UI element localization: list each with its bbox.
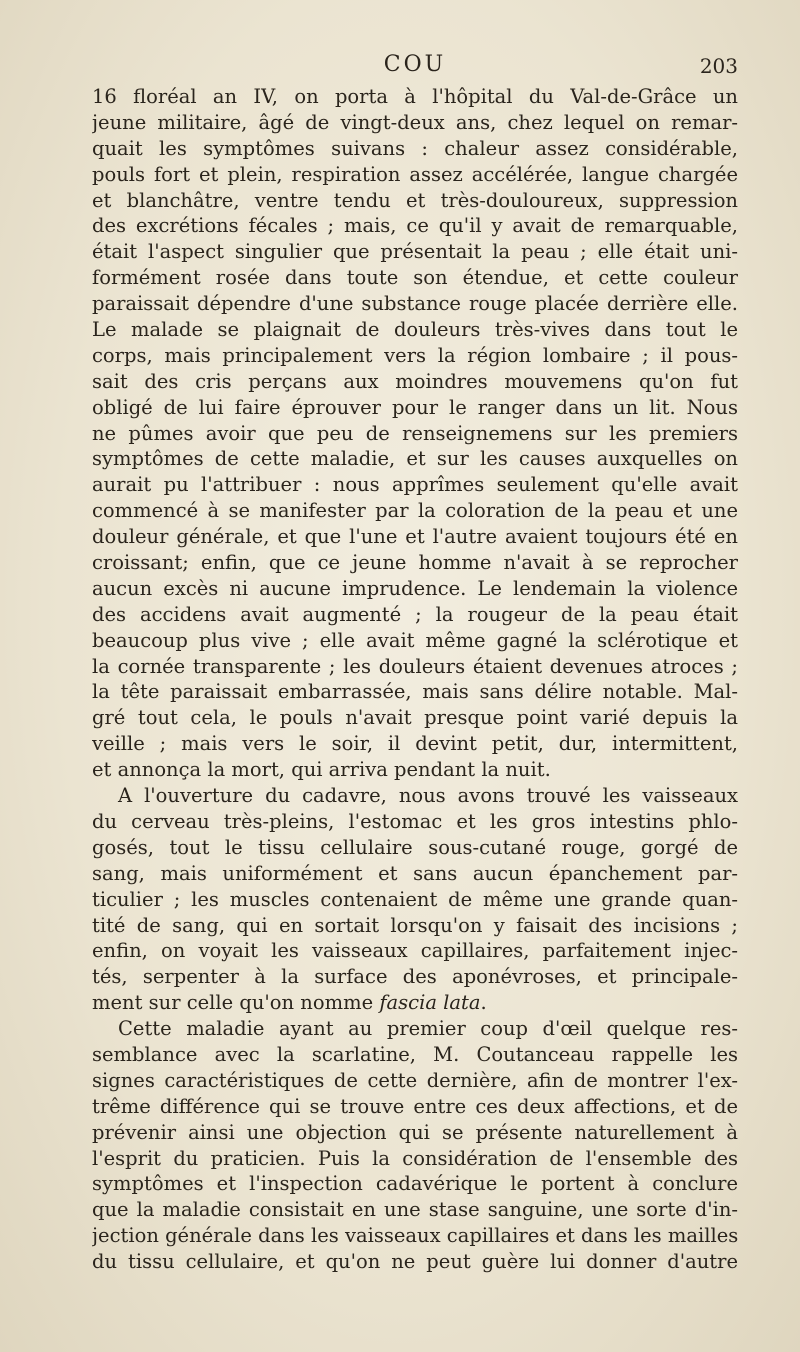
- running-title: COU: [383, 52, 447, 77]
- italic-term: fascia lata: [379, 991, 481, 1015]
- text-line: A l'ouverture du cadavre, nous avons trouvé les vaisseaux: [118, 784, 738, 808]
- text-line: formément rosée dans toute son étendue, et cette couleur: [92, 266, 738, 290]
- text-line: la tête paraissait embarrassée, mais sans délire notable. Mal-: [92, 680, 738, 704]
- text-line: douleur générale, et que l'une et l'autre avaient toujours été en: [92, 525, 738, 549]
- text-line: quait les symptômes suivans : chaleur assez considérable,: [92, 136, 738, 160]
- text-line: des excrétions fécales ; mais, ce qu'il y avait de remarquable,: [92, 214, 738, 238]
- text-line: aucun excès ni aucune imprudence. Le lendemain la violence: [92, 576, 738, 600]
- text-line: semblance avec la scarlatine, M. Coutanceau rappelle les: [92, 1042, 738, 1066]
- text-line: paraissait dépendre d'une substance rouge placée derrière elle.: [92, 292, 738, 316]
- text-line: symptômes de cette maladie, et sur les causes auxquelles on: [92, 447, 738, 471]
- text-line: veille ; mais vers le soir, il devint petit, dur, intermittent,: [92, 732, 738, 756]
- text-line: jeune militaire, âgé de vingt-deux ans, chez lequel on remar-: [92, 110, 738, 134]
- body-text: [92, 84, 738, 1275]
- text-line: enfin, on voyait les vaisseaux capillaires, parfaitement injec-: [92, 939, 738, 963]
- page-number: 203: [699, 54, 738, 78]
- text-fragment: .: [480, 991, 487, 1015]
- text-line: corps, mais principalement vers la région lombaire ; il pous-: [92, 343, 738, 367]
- text-line: Cette maladie ayant au premier coup d'œil quelque res-: [118, 1017, 738, 1041]
- text-line: beaucoup plus vive ; elle avait même gagné la sclérotique et: [92, 628, 738, 652]
- text-line: sang, mais uniformément et sans aucun épanchement par-: [92, 861, 738, 885]
- text-line: tité de sang, qui en sortait lorsqu'on y faisait des incisions ;: [92, 913, 738, 937]
- text-line: sait des cris perçans aux moindres mouvemens qu'on fut: [92, 369, 738, 393]
- text-line: commencé à se manifester par la coloration de la peau et une: [92, 499, 738, 523]
- text-line: était l'aspect singulier que présentait la peau ; elle était uni-: [92, 240, 738, 264]
- text-line: croissant; enfin, que ce jeune homme n'avait à se reprocher: [92, 551, 738, 575]
- text-line: du cerveau très-pleins, l'estomac et les gros intestins phlo-: [92, 809, 738, 833]
- text-line: que la maladie consistait en une stase sanguine, une sorte d'in-: [92, 1198, 738, 1222]
- text-line: Le malade se plaignait de douleurs très-vives dans tout le: [92, 318, 738, 342]
- text-line: des accidens avait augmenté ; la rougeur de la peau était: [92, 602, 738, 626]
- text-line: tés, serpenter à la surface des aponévroses, et principale-: [92, 965, 738, 989]
- text-line: aurait pu l'attribuer : nous apprîmes seulement qu'elle avait: [92, 473, 738, 497]
- page-header: [92, 52, 738, 86]
- text-line: ne pûmes avoir que peu de renseignemens sur les premiers: [92, 421, 738, 445]
- text-line: gré tout cela, le pouls n'avait presque point varié depuis la: [92, 706, 738, 730]
- text-line: la cornée transparente ; les douleurs étaient devenues atroces ;: [92, 654, 738, 678]
- text-line: ticulier ; les muscles contenaient de même une grande quan-: [92, 887, 738, 911]
- text-line: signes caractéristiques de cette dernière, afin de montrer l'ex-: [92, 1068, 738, 1092]
- text-line: 16 floréal an IV, on porta à l'hôpital du Val-de-Grâce un: [92, 85, 738, 108]
- text-line-with-italic: [92, 990, 738, 1016]
- text-line: et annonça la mort, qui arriva pendant la nuit.: [92, 758, 551, 782]
- text-line: et blanchâtre, ventre tendu et très-douloureux, suppression: [92, 188, 738, 212]
- text-line: prévenir ainsi une objection qui se présente naturellement à: [92, 1120, 738, 1144]
- text-fragment: ment sur celle qu'on nomme: [92, 991, 380, 1015]
- text-line: obligé de lui faire éprouver pour le ranger dans un lit. Nous: [92, 395, 738, 419]
- text-line: symptômes et l'inspection cadavérique le portent à conclure: [92, 1172, 738, 1196]
- text-line: gosés, tout le tissu cellulaire sous-cutané rouge, gorgé de: [92, 835, 738, 859]
- text-line: trême différence qui se trouve entre ces deux affections, et de: [92, 1094, 738, 1118]
- text-line: du tissu cellulaire, et qu'on ne peut guère lui donner d'autre: [92, 1250, 738, 1274]
- text-line: pouls fort et plein, respiration assez accélérée, langue chargée: [92, 162, 738, 186]
- text-line: jection générale dans les vaisseaux capillaires et dans les mailles: [92, 1224, 738, 1248]
- text-line: l'esprit du praticien. Puis la considération de l'ensemble des: [92, 1146, 738, 1170]
